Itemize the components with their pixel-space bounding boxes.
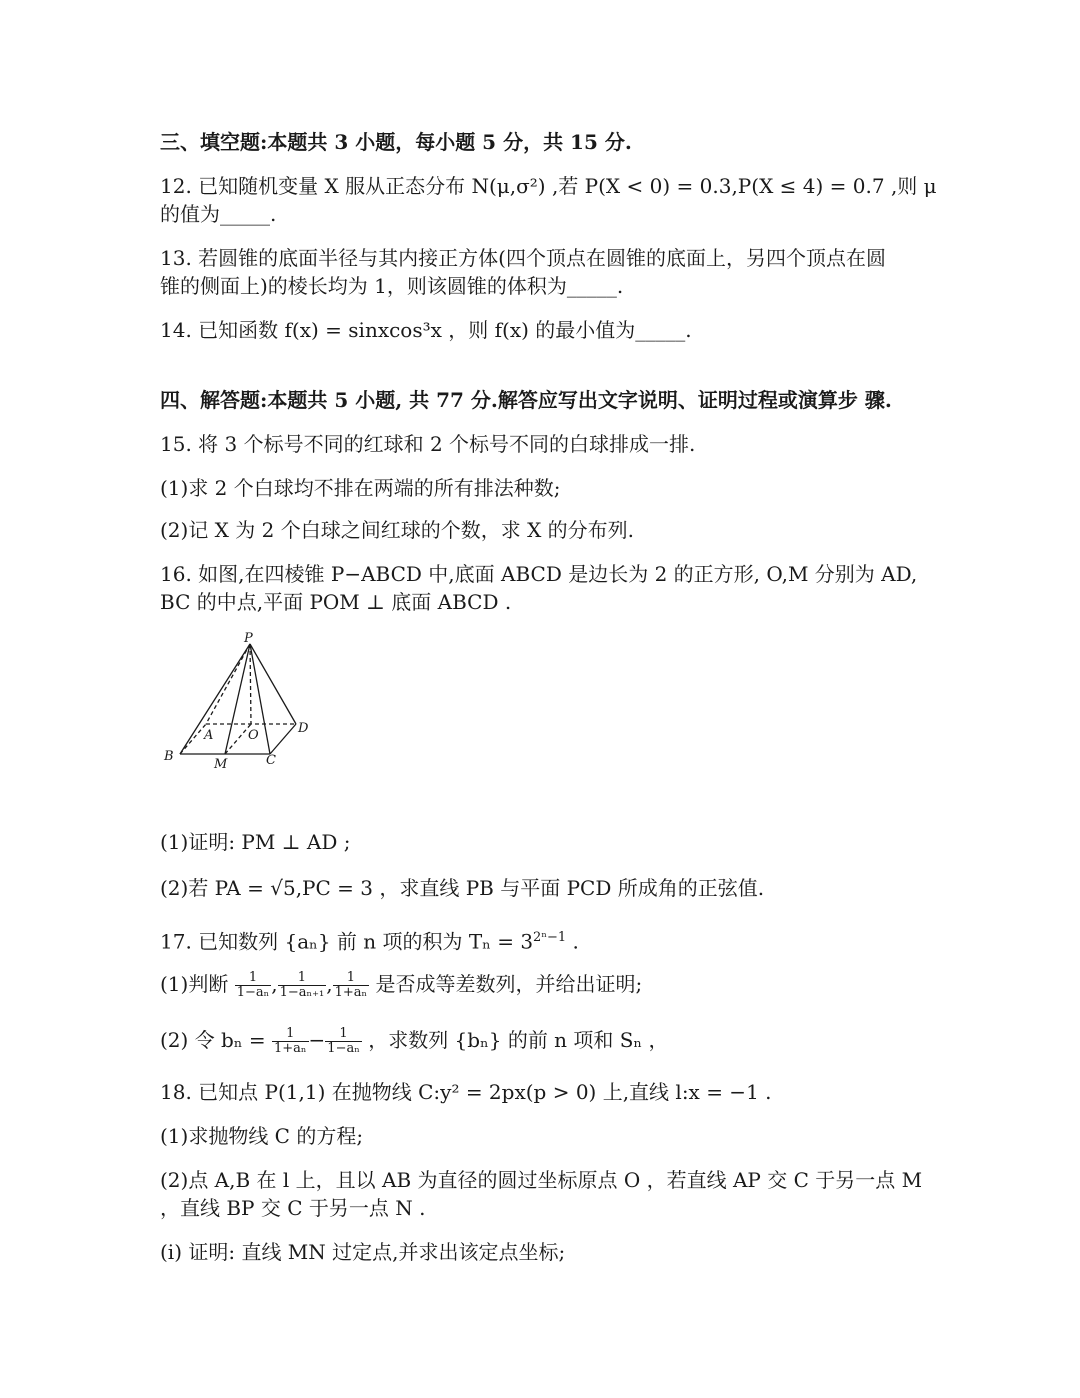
fraction-2-num: 1 (278, 971, 327, 986)
q16-line1: 16. 如图,在四棱锥 P−ABCD 中,底面 ABCD 是边长为 2 的正方形, O,M 分别为 AD, (160, 562, 918, 586)
q17-exponent: 2ⁿ−1 (533, 930, 567, 945)
q17-line1 (160, 924, 579, 956)
q17-line1-end: . (566, 929, 579, 954)
q16-line2: BC 的中点,平面 POM ⊥ 底面 ABCD . (160, 590, 512, 614)
section3-title: 三、填空题:本题共 3 小题，每小题 5 分，共 15 分. (160, 130, 632, 154)
q17-part2: (2) 令 bₙ = $\frac{1}{\text{1+aₙ}}$ − $\frac{1}{\text{1−aₙ}}$ ，求数列 {bₙ} 的前 n 项和 Sₙ ， (160, 1026, 669, 1056)
fraction-2 (278, 971, 327, 1000)
fraction-5-num: 1 (325, 1027, 362, 1042)
label-A: A (204, 728, 214, 743)
q15-line1: 15. 将 3 个标号不同的红球和 2 个标号不同的白球排成一排. (160, 432, 696, 456)
fraction-5 (325, 1027, 362, 1056)
q18-part2-line2: ，直线 BP 交 C 于另一点 N . (160, 1196, 426, 1220)
fraction-5-den: 1−aₙ (327, 1041, 360, 1056)
q17-line1-text: 17. 已知数列 {aₙ} 前 n 项的积为 Tₙ = 3 (160, 929, 534, 954)
q17-part1-post: 是否成等差数列，并给出证明; (369, 972, 643, 996)
q15-part2: (2)记 X 为 2 个白球之间红球的个数，求 X 的分布列. (160, 518, 635, 542)
q13-line1: 13. 若圆锥的底面半径与其内接正方体(四个顶点在圆锥的底面上，另四个顶点在圆 (160, 246, 886, 270)
fraction-4 (272, 1027, 309, 1056)
label-B: B (164, 749, 174, 764)
q18-line1: 18. 已知点 P(1,1) 在抛物线 C:y² = 2px(p > 0) 上,直线 l:x = −1 . (160, 1080, 772, 1104)
q17-part1: (1)判断 $\frac{1}{\text{1−aₙ}}$ , $\frac{1}{\text{1−aₙ₊₁}}$ , $\frac{1}{\text{1+aₙ}}$ 是否成等差数列，并给出证明; (160, 970, 643, 1000)
fraction-1 (235, 971, 272, 1000)
q12-line1: 12. 已知随机变量 X 服从正态分布 N(μ,σ²) ,若 P(X < 0) = 0.3,P(X ≤ 4) = 0.7 ,则 μ (160, 174, 937, 198)
edge-PO (250, 644, 251, 724)
fraction-4-num: 1 (272, 1027, 309, 1042)
fraction-4-den: 1+aₙ (273, 1041, 307, 1056)
pyramid-figure (160, 632, 330, 772)
pyramid-diagram (160, 632, 330, 772)
q18-part-i: (i) 证明: 直线 MN 过定点,并求出该定点坐标; (160, 1240, 566, 1264)
q12-line2: 的值为_____. (160, 202, 277, 226)
q17-part1-pre: (1)判断 (160, 972, 235, 996)
fraction-3-num: 1 (333, 971, 370, 986)
q18-part1: (1)求抛物线 C 的方程; (160, 1124, 364, 1148)
q15-part1: (1)求 2 个白球均不排在两端的所有排法种数; (160, 476, 561, 500)
q17-part2-post: ，求数列 {bₙ} 的前 n 项和 Sₙ ， (361, 1028, 669, 1052)
label-M: M (214, 757, 228, 772)
edge-BA (180, 724, 206, 754)
q14-line1: 14. 已知函数 f(x) = sinxcos³x ，则 f(x) 的最小值为_____. (160, 318, 692, 342)
label-O: O (248, 728, 259, 743)
section4-title: 四、解答题:本题共 5 小题, 共 77 分.解答应写出文字说明、证明过程或演算步 骤. (160, 388, 892, 412)
label-D: D (298, 721, 309, 736)
fraction-3-den: 1+aₙ (334, 985, 368, 1000)
edge-PA (206, 644, 250, 724)
label-P: P (244, 632, 253, 646)
fraction-1-num: 1 (235, 971, 272, 986)
q17-part2-pre: (2) 令 bₙ = (160, 1028, 272, 1052)
q16-part1: (1)证明: PM ⊥ AD ; (160, 830, 351, 854)
fraction-1-den: 1−aₙ (236, 985, 270, 1000)
q18-part2-line1: (2)点 A,B 在 l 上，且以 AB 为直径的圆过坐标原点 O ，若直线 AP 交 C 于另一点 M (160, 1168, 923, 1192)
edge-PM (225, 644, 250, 754)
q16-part2: (2)若 PA = √5,PC = 3 ，求直线 PB 与平面 PCD 所成角的正弦值. (160, 876, 765, 900)
label-C: C (266, 753, 276, 768)
q13-line2: 锥的侧面上)的棱长均为 1，则该圆锥的体积为_____. (160, 274, 624, 298)
edge-CD (270, 724, 296, 754)
fraction-3 (333, 971, 370, 1000)
fraction-2-den: 1−aₙ₊₁ (279, 985, 325, 1000)
